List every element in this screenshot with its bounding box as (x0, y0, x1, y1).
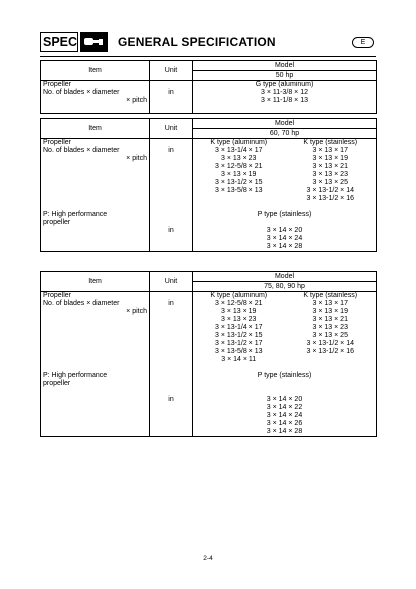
k-aluminum-value: 3 × 14 × 11 (193, 356, 285, 364)
col-header-item: Item (41, 61, 150, 81)
col-header-model: Model (193, 272, 377, 282)
outboard-motor-icon (80, 32, 108, 52)
k-aluminum-value: 3 × 13 × 19 (193, 171, 285, 179)
k-aluminum-title: K type (aluminum) (193, 139, 285, 148)
k-stainless-value: 3 × 13-1/2 × 16 (285, 348, 377, 356)
col-header-model: Model (193, 61, 377, 71)
col-header-item: Item (41, 272, 150, 292)
item-label: × pitch (41, 97, 150, 105)
k-aluminum-value: 3 × 12-5/8 × 21 (193, 300, 285, 308)
model-name: 75, 80, 90 hp (193, 282, 377, 292)
p-type-value: 3 × 14 × 26 (193, 420, 377, 428)
model-name: 60, 70 hp (193, 129, 377, 139)
item-label: propeller (41, 219, 150, 227)
item-label: Propeller (41, 81, 150, 90)
unit-cell: in (150, 89, 193, 97)
unit-cell (150, 97, 193, 105)
p-type-value: 3 × 14 × 22 (193, 404, 377, 412)
k-stainless-value: 3 × 13 × 17 (285, 300, 377, 308)
col-header-item: Item (41, 119, 150, 139)
unit-cell (150, 81, 193, 90)
k-stainless-value: 3 × 13 × 21 (285, 316, 377, 324)
k-stainless-value: 3 × 13 × 25 (285, 179, 377, 187)
item-label: Propeller (41, 292, 150, 301)
k-aluminum-value: 3 × 13-5/8 × 13 (193, 348, 285, 356)
k-stainless-value: 3 × 13 × 21 (285, 163, 377, 171)
item-label: No. of blades × diameter (41, 300, 150, 308)
k-aluminum-value: 3 × 13-1/2 × 15 (193, 179, 285, 187)
k-stainless-value: 3 × 13 × 19 (285, 308, 377, 316)
col-header-unit: Unit (150, 272, 193, 292)
k-stainless-value: 3 × 13 × 23 (285, 171, 377, 179)
unit-cell: in (150, 147, 193, 155)
language-badge: E (352, 37, 374, 48)
col-header-model: Model (193, 119, 377, 129)
header-rule (40, 56, 376, 57)
p-type-title: P type (stainless) (193, 372, 377, 380)
item-label: No. of blades × diameter (41, 147, 150, 155)
k-aluminum-value: 3 × 13-1/2 × 15 (193, 332, 285, 340)
value-cell: 3 × 11-3/8 × 12 (193, 89, 377, 97)
k-aluminum-value: 3 × 13-1/4 × 17 (193, 324, 285, 332)
k-stainless-value: 3 × 13 × 17 (285, 147, 377, 155)
spec-table-75-80-90hp (40, 271, 377, 437)
page-number: 2-4 (203, 555, 213, 562)
p-type-value: 3 × 14 × 20 (193, 396, 377, 404)
k-aluminum-title: K type (aluminum) (193, 292, 285, 301)
k-aluminum-value: 3 × 13-1/2 × 17 (193, 340, 285, 348)
model-name: 50 hp (193, 71, 377, 81)
k-stainless-value: 3 × 13 × 25 (285, 332, 377, 340)
k-stainless-value: 3 × 13 × 19 (285, 155, 377, 163)
k-stainless-value: 3 × 13-1/2 × 14 (285, 187, 377, 195)
k-aluminum-value: 3 × 13 × 19 (193, 308, 285, 316)
k-stainless-value: 3 × 13-1/2 × 16 (285, 195, 377, 203)
k-aluminum-value (193, 195, 285, 203)
spec-table-60-70hp (40, 118, 377, 252)
p-type-value: 3 × 14 × 24 (193, 235, 377, 243)
col-header-unit: Unit (150, 61, 193, 81)
p-type-value: 3 × 14 × 20 (193, 227, 377, 235)
item-label: × pitch (41, 155, 150, 163)
item-label: × pitch (41, 308, 150, 316)
k-aluminum-value: 3 × 12-5/8 × 21 (193, 163, 285, 171)
p-type-value: 3 × 14 × 24 (193, 412, 377, 420)
spec-header (40, 32, 376, 54)
p-type-title: P type (stainless) (193, 211, 377, 219)
k-stainless-value (285, 356, 377, 364)
k-aluminum-value: 3 × 13-5/8 × 13 (193, 187, 285, 195)
spec-table-50hp (40, 60, 377, 114)
spec-badge: SPEC (40, 32, 78, 52)
k-stainless-value: 3 × 13 × 23 (285, 324, 377, 332)
page-title: GENERAL SPECIFICATION (118, 35, 276, 49)
k-stainless-title: K type (stainless) (285, 292, 377, 301)
p-type-value: 3 × 14 × 28 (193, 428, 377, 437)
item-label: Propeller (41, 139, 150, 148)
item-label: P: High performance (41, 211, 150, 219)
col-header-unit: Unit (150, 119, 193, 139)
item-label: propeller (41, 380, 150, 388)
value-cell: 3 × 11-1/8 × 13 (193, 97, 377, 105)
unit-cell: in (150, 396, 193, 404)
value-cell: G type (aluminum) (193, 81, 377, 90)
unit-cell: in (150, 227, 193, 235)
unit-cell: in (150, 300, 193, 308)
k-stainless-title: K type (stainless) (285, 139, 377, 148)
k-aluminum-value: 3 × 13 × 23 (193, 316, 285, 324)
k-stainless-value: 3 × 13-1/2 × 14 (285, 340, 377, 348)
item-label: P: High performance (41, 372, 150, 380)
p-type-value: 3 × 14 × 28 (193, 243, 377, 252)
k-aluminum-value: 3 × 13 × 23 (193, 155, 285, 163)
k-aluminum-value: 3 × 13-1/4 × 17 (193, 147, 285, 155)
item-label: No. of blades × diameter (41, 89, 150, 97)
